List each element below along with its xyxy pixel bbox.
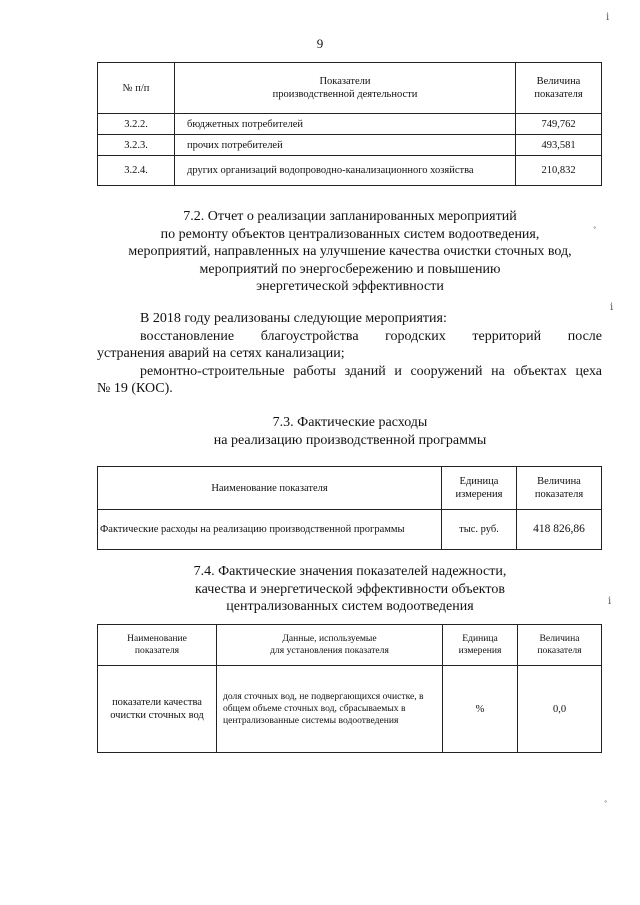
header-name: Наименование показателя: [98, 625, 217, 666]
row-data: доля сточных вод, не подвергающихся очистке, в общем объеме сточных вод, сбрасываемых в централизованные системы водоотведения: [217, 666, 443, 753]
scan-mark: ⅰ: [610, 302, 614, 313]
row-value: 749,762: [516, 114, 602, 135]
header-data: Данные, используемые для установления показателя: [217, 625, 443, 666]
row-value: 210,832: [516, 156, 602, 186]
item-2-line-1: ремонтно-строительные работы зданий и сооружений на объектах цеха: [140, 363, 602, 379]
item-1-line-2: устранения аварий на сетях канализации;: [97, 346, 345, 362]
header-indicator: Показатели производственной деятельности: [175, 63, 516, 114]
row-name: показатели качества очистки сточных вод: [98, 666, 217, 753]
row-unit: %: [443, 666, 518, 753]
row-value: 418 826,86: [517, 510, 602, 550]
scan-mark: ⅰ: [606, 12, 610, 23]
header-unit: Единица измерения: [443, 625, 518, 666]
header-value: Величина показателя: [517, 467, 602, 510]
reliability-indicators-table: [97, 624, 602, 753]
table-row: [98, 666, 602, 753]
scan-mark: ˚: [604, 800, 608, 811]
row-name: других организаций водопроводно-канализационного хозяйства: [175, 156, 516, 186]
row-unit: тыс. руб.: [442, 510, 517, 550]
section-7-2-title: 7.2. Отчет о реализации запланированных мероприятий по ремонту объектов централизованных систем водоотведения, мероприятий, направленных на улучшение качества очистки сточных вод, мероприятий по энергосбережению и повышению энергетической эффективности: [128, 209, 572, 295]
item-2-line-2: № 19 (КОС).: [97, 381, 173, 397]
header-value: Величина показателя: [518, 625, 602, 666]
header-value: Величина показателя: [516, 63, 602, 114]
actual-expenses-table: [97, 466, 602, 550]
table-row: [98, 135, 602, 156]
table-row: [98, 114, 602, 135]
section-7-4-title: 7.4. Фактические значения показателей надежности, качества и энергетической эффективности объектов централизованных систем водоотведения: [193, 564, 507, 615]
intro-line: В 2018 году реализованы следующие мероприятия:: [140, 311, 447, 326]
row-num: 3.2.2.: [98, 114, 175, 135]
header-name: Наименование показателя: [98, 467, 442, 510]
section-7-2-body: [97, 310, 602, 398]
header-unit: Единица измерения: [442, 467, 517, 510]
row-name: прочих потребителей: [175, 135, 516, 156]
table-row: [98, 156, 602, 186]
row-name: бюджетных потребителей: [175, 114, 516, 135]
row-num: 3.2.4.: [98, 156, 175, 186]
table-header-row: [98, 625, 602, 666]
row-value: 0,0: [518, 666, 602, 753]
row-value: 493,581: [516, 135, 602, 156]
section-7-3-title: 7.3. Фактические расходы на реализацию производственной программы: [213, 415, 487, 448]
page-number: 9: [316, 36, 324, 51]
production-indicators-table: [97, 62, 602, 186]
scan-mark: ⅰ: [608, 596, 612, 607]
item-1-line-1: восстановление благоустройства городских территорий после: [140, 328, 602, 344]
header-num: № п/п: [98, 63, 175, 114]
table-header-row: [98, 63, 602, 114]
row-name: Фактические расходы на реализацию производственной программы: [98, 510, 442, 550]
row-num: 3.2.3.: [98, 135, 175, 156]
table-row: [98, 510, 602, 550]
table-header-row: [98, 467, 602, 510]
scan-mark: ˚: [593, 226, 597, 237]
